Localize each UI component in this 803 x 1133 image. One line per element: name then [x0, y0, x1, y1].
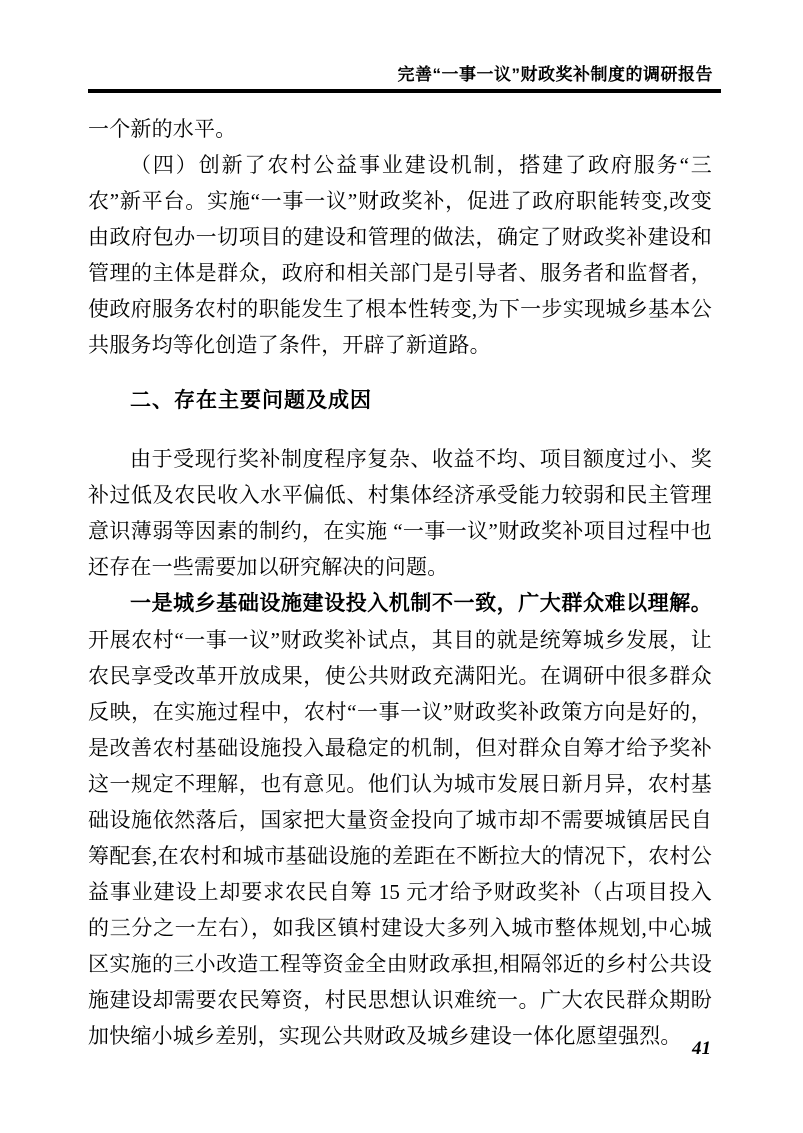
- issue-one-bold-lead: 一是城乡基础设施建设投入机制不一致，广大群众难以理解。: [130, 592, 712, 615]
- running-header-title: 完善“一事一议”财政奖补制度的调研报告: [397, 65, 713, 84]
- page-body: [88, 93, 712, 1054]
- paragraph-issue-one: [88, 585, 712, 1054]
- paragraph-causes: 由于受现行奖补制度程序复杂、收益不均、项目额度过小、奖补过低及农民收入水平偏低、村集体经济承受能力较弱和民主管理意识薄弱等因素的制约，在实施 “一事一议”财政奖补项目过程中也还存在一些需要加以研究解决的问题。: [88, 447, 712, 579]
- section-heading-problems-and-causes: 二、存在主要问题及成因: [130, 389, 372, 412]
- paragraph-item-four: （四）创新了农村公益事业建设机制，搭建了政府服务“三农”新平台。实施“一事一议”财政奖补，促进了政府职能转变,改变由政府包办一切项目的建设和管理的做法，确定了财政奖补建设和管理的主体是群众，政府和相关部门是引导者、服务者和监督者，使政府服务农村的职能发生了根本性转变,为下一步实现城乡基本公共服务均等化创造了条件，开辟了新道路。: [88, 153, 712, 357]
- issue-one-rest-text: 开展农村“一事一议”财政奖补试点，其目的就是统筹城乡发展，让农民享受改革开放成果，使公共财政充满阳光。在调研中很多群众反映，在实施过程中，农村“一事一议”财政奖补政策方向是好的，是改善农村基础设施投入最稳定的机制，但对群众自筹才给予奖补这一规定不理解，也有意见。他们认为城市发展日新月异，农村基础设施依然落后，国家把大量资金投向了城市却不需要城镇居民自筹配套,在农村和城市基础设施的差距在不断拉大的情况下，农村公益事业建设上却要求农民自筹 15 元才给予财政奖补（占项目投入的三分之一左右），如我区镇村建设大多列入城市整体规划,中心城区实施的三小改造工程等资金全由财政承担,相隔邻近的乡村公共设施建设却需要农民筹资，村民思想认识难统一。广大农民群众期盼加快缩小城乡差别，实现公共财政及城乡建设一体化愿望强烈。: [88, 628, 712, 1048]
- paragraph-continuation: 一个新的水平。: [88, 117, 237, 141]
- page-number: 41: [692, 1038, 711, 1059]
